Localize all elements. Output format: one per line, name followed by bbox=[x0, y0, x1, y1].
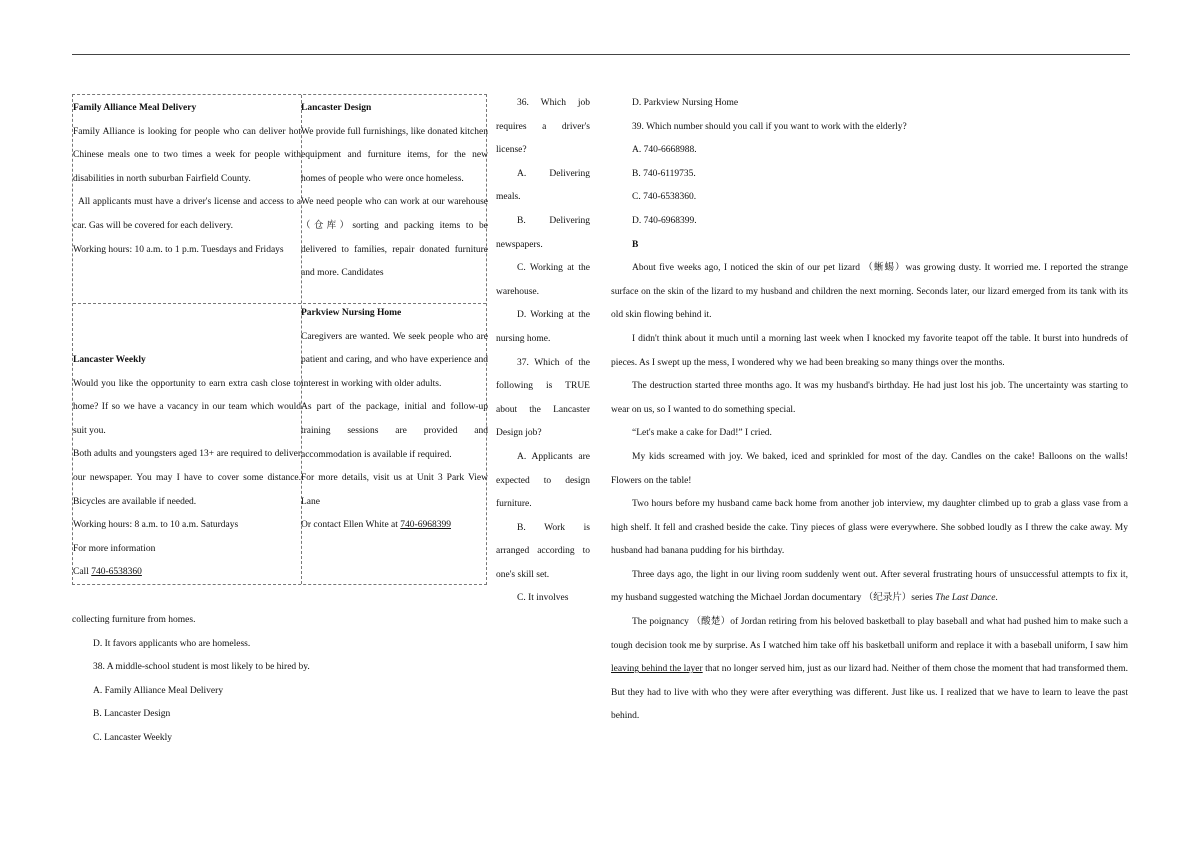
answer-option: A. Delivering meals. bbox=[496, 168, 590, 203]
paragraph-text: Three days ago, the light in our living room suddenly went out. After several frustrating hours of unsuccessful attempts to fix it, my husband suggested watching the Michael Jordan documentary （纪录片）series bbox=[611, 569, 1128, 604]
passage-paragraph bbox=[611, 564, 1128, 611]
answer-option: D. It favors applicants who are homeless. bbox=[93, 638, 251, 649]
question-stem: 39. Which number should you call if you want to work with the elderly? bbox=[632, 121, 907, 132]
passage-paragraph: My kids screamed with joy. We baked, iced and sprinkled for most of the day. Candles on the cake! Balloons on the walls! Flowers on the table! bbox=[611, 451, 1128, 486]
paragraph-text: . bbox=[995, 593, 998, 604]
question-stem: 36. Which job requires a driver's license? bbox=[496, 98, 590, 156]
passage-paragraph: About five weeks ago, I noticed the skin of our pet lizard （蜥蜴）was growing dusty. It worried me. I reported the strange surface on the skin of the lizard to my husband and children the next morning. Seconds later, our lizard emerged from its tank with its old skin flowing behind it. bbox=[611, 263, 1128, 321]
answer-option: D. Working at the nursing home. bbox=[496, 310, 590, 344]
ad-title: Lancaster Weekly bbox=[73, 355, 146, 365]
ad-parkview-nursing-home bbox=[301, 302, 488, 586]
passage-paragraph: The destruction started three months ago. It was my husband's birthday. He had just lost his job. The uncertainty was starting to wear on us, so I wanted to do something special. bbox=[611, 381, 1128, 415]
questions-column bbox=[496, 92, 590, 611]
ad-text: Both adults and youngsters aged 13+ are required to deliver our newspaper. You may I have to cover some distance. Bicycles are available if needed. bbox=[73, 449, 301, 507]
ad-title: Family Alliance Meal Delivery bbox=[73, 103, 197, 113]
answer-option: B. Delivering newspapers. bbox=[496, 215, 590, 250]
answer-option: B. Work is arranged according to one's skill set. bbox=[496, 522, 590, 580]
passage-paragraph: “Let's make a cake for Dad!” I cried. bbox=[632, 428, 772, 439]
passage-paragraph: I didn't think about it much until a morning last week when I knocked my favorite teapot off the table. It burst into hundreds of pieces. As I swept up the mess, I wondered why we had been breaking so many things over the months. bbox=[611, 333, 1128, 368]
questions-continued bbox=[72, 609, 482, 751]
underlined-phrase: leaving behind the layer bbox=[611, 664, 703, 675]
ad-text: Working hours: 8 a.m. to 10 a.m. Saturdays bbox=[73, 520, 239, 531]
ad-lancaster-weekly bbox=[73, 349, 301, 586]
phone-link[interactable]: 740-6968399 bbox=[400, 520, 451, 531]
answer-option: D. 740-6968399. bbox=[632, 215, 697, 226]
ad-text: Working hours: 10 a.m. to 1 p.m. Tuesdays and Fridays bbox=[73, 244, 284, 255]
answer-option: A. 740-6668988. bbox=[632, 145, 697, 156]
ad-text: For more information bbox=[73, 543, 156, 554]
ad-text: We provide full furnishings, like donated kitchen equipment and furniture items, for the new homes of people who were once homeless. bbox=[301, 126, 488, 184]
answer-option: C. 740-6538360. bbox=[632, 192, 697, 203]
contact-prefix: Or contact Ellen White at bbox=[301, 520, 401, 531]
right-column bbox=[611, 92, 1128, 729]
answer-option-continued: collecting furniture from homes. bbox=[72, 615, 196, 625]
answer-option: C. Working at the warehouse. bbox=[496, 263, 590, 297]
ad-text: All applicants must have a driver's license and access to a car. Gas will be covered for each delivery. bbox=[73, 197, 301, 231]
passage-paragraph bbox=[611, 611, 1128, 729]
answer-option: B. Lancaster Design bbox=[93, 709, 171, 720]
passage-label: B bbox=[632, 239, 639, 250]
answer-option: A. Applicants are expected to design furniture. bbox=[496, 451, 590, 510]
ad-text: Family Alliance is looking for people who can deliver hot Chinese meals one to two times a week for people with disabilities in north suburban Fairfield County. bbox=[73, 126, 301, 184]
ad-family-alliance bbox=[73, 97, 301, 303]
answer-option: D. Parkview Nursing Home bbox=[632, 98, 739, 108]
question-stem: 37. Which of the following is TRUE about the Lancaster Design job? bbox=[496, 357, 590, 439]
ad-contact bbox=[73, 561, 301, 585]
answer-option: C. It involves bbox=[517, 593, 569, 604]
ad-text: For more details, visit us at Unit 3 Park View Lane bbox=[301, 473, 488, 507]
ad-lancaster-design bbox=[301, 97, 488, 303]
phone-link[interactable]: 740-6538360 bbox=[91, 567, 142, 578]
ad-text: Caregivers are wanted. We seek people who are patient and caring, and who have experience and interest in working with older adults. bbox=[301, 331, 488, 389]
ad-title: Parkview Nursing Home bbox=[301, 308, 402, 318]
paragraph-text: The poignancy （酸楚）of Jordan retiring from his beloved basketball to play baseball and what had pushed him to make such a tough decision took me by surprise. As I watched him take off his basketball uniform and replace it with a baseball uniform, I saw him bbox=[611, 617, 1128, 651]
question-stem: 38. A middle-school student is most likely to be hired by. bbox=[93, 662, 310, 673]
page-top-rule bbox=[72, 54, 1130, 55]
call-prefix: Call bbox=[73, 567, 92, 578]
answer-option: C. Lancaster Weekly bbox=[93, 732, 172, 743]
documentary-title: The Last Dance bbox=[935, 593, 996, 604]
answer-option: A. Family Alliance Meal Delivery bbox=[93, 685, 224, 696]
ad-text: Would you like the opportunity to earn extra cash close to home? If so we have a vacancy in our team which would suit you. bbox=[73, 378, 301, 436]
passage-paragraph: Two hours before my husband came back home from another job interview, my daughter climbed up to grab a glass vase from a high shelf. It fell and crashed beside the cake. Tiny pieces of glass were everywhere. She sobbed loudly as I threw the cake away. My husband had banana pudding for his birthday. bbox=[611, 499, 1128, 557]
paragraph-text: that no longer served him, just as our lizard had. Neither of them chose the moment that had transformed them. But they had to live with who they were after everything was different. Just like us. I realized that we have to learn to leave the past behind. bbox=[611, 664, 1128, 722]
ad-text: As part of the package, initial and follow-up training sessions are provided and accommodation is available if required. bbox=[301, 402, 488, 460]
ad-title: Lancaster Design bbox=[301, 103, 372, 113]
job-ads-table bbox=[72, 94, 487, 585]
answer-option: B. 740-6119735. bbox=[632, 168, 696, 179]
ad-text: We need people who can work at our warehouse （仓库）sorting and packing items to be delivered to families, repair donated furniture and more. Candidates bbox=[301, 197, 488, 279]
ad-contact bbox=[301, 514, 488, 538]
